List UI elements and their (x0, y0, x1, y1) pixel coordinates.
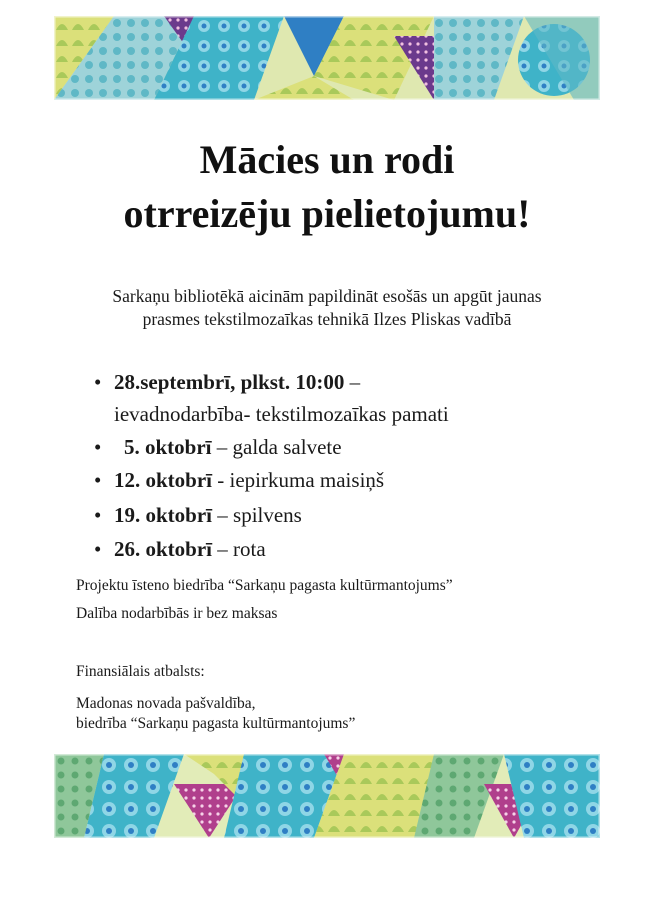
schedule-separator: – (211, 435, 233, 459)
bottom-textile-banner (54, 754, 600, 838)
bullet: • (94, 435, 102, 459)
schedule-date: 26. oktobrī (114, 537, 213, 561)
schedule-item (94, 500, 302, 530)
schedule-item (94, 367, 360, 397)
bullet: • (94, 370, 102, 394)
bullet: • (94, 468, 102, 492)
bullet: • (94, 503, 102, 527)
schedule-separator: – (212, 503, 234, 527)
schedule-separator: - (212, 468, 230, 492)
support-line-2: biedrība “Sarkaņu pagasta kultūrmantojums” (76, 715, 356, 732)
schedule-item (94, 432, 342, 462)
schedule-description: galda salvete (232, 435, 342, 459)
schedule-description: rota (233, 537, 266, 561)
schedule-item (94, 465, 384, 495)
project-note: Projektu īsteno biedrība “Sarkaņu pagasta kultūrmantojums” (76, 577, 453, 594)
schedule-item (94, 534, 266, 564)
schedule-date: 28.septembrī, plkst. 10:00 (114, 370, 345, 394)
poster-title-line-1: Mācies un rodi (199, 137, 455, 182)
support-label: Finansiālais atbalsts: (76, 663, 205, 680)
intro-text-line-2: prasmes tekstilmozaīkas tehnikā Ilzes Pliskas vadībā (142, 309, 512, 329)
support-line-1: Madonas novada pašvaldība, (76, 695, 256, 712)
schedule-separator: – (212, 537, 234, 561)
schedule-separator: – (344, 370, 361, 394)
schedule-description: spilvens (233, 503, 302, 527)
schedule-item-description: ievadnodarbība- tekstilmozaīkas pamati (114, 402, 449, 426)
free-participation-note: Dalība nodarbībās ir bez maksas (76, 605, 278, 622)
schedule-date: 19. oktobrī (114, 503, 213, 527)
textile-pattern-image (54, 16, 600, 100)
intro-text-line-1: Sarkaņu bibliotēkā aicinām papildināt esošās un apgūt jaunas (112, 286, 542, 306)
schedule-description: iepirkuma maisiņš (229, 468, 385, 492)
schedule-date: 5. oktobrī (124, 435, 212, 459)
top-textile-banner (54, 16, 600, 100)
schedule-date: 12. oktobrī (114, 468, 213, 492)
bullet: • (94, 537, 102, 561)
poster-title-line-2: otrreizēju pielietojumu! (123, 191, 531, 236)
textile-pattern-image (54, 754, 600, 838)
